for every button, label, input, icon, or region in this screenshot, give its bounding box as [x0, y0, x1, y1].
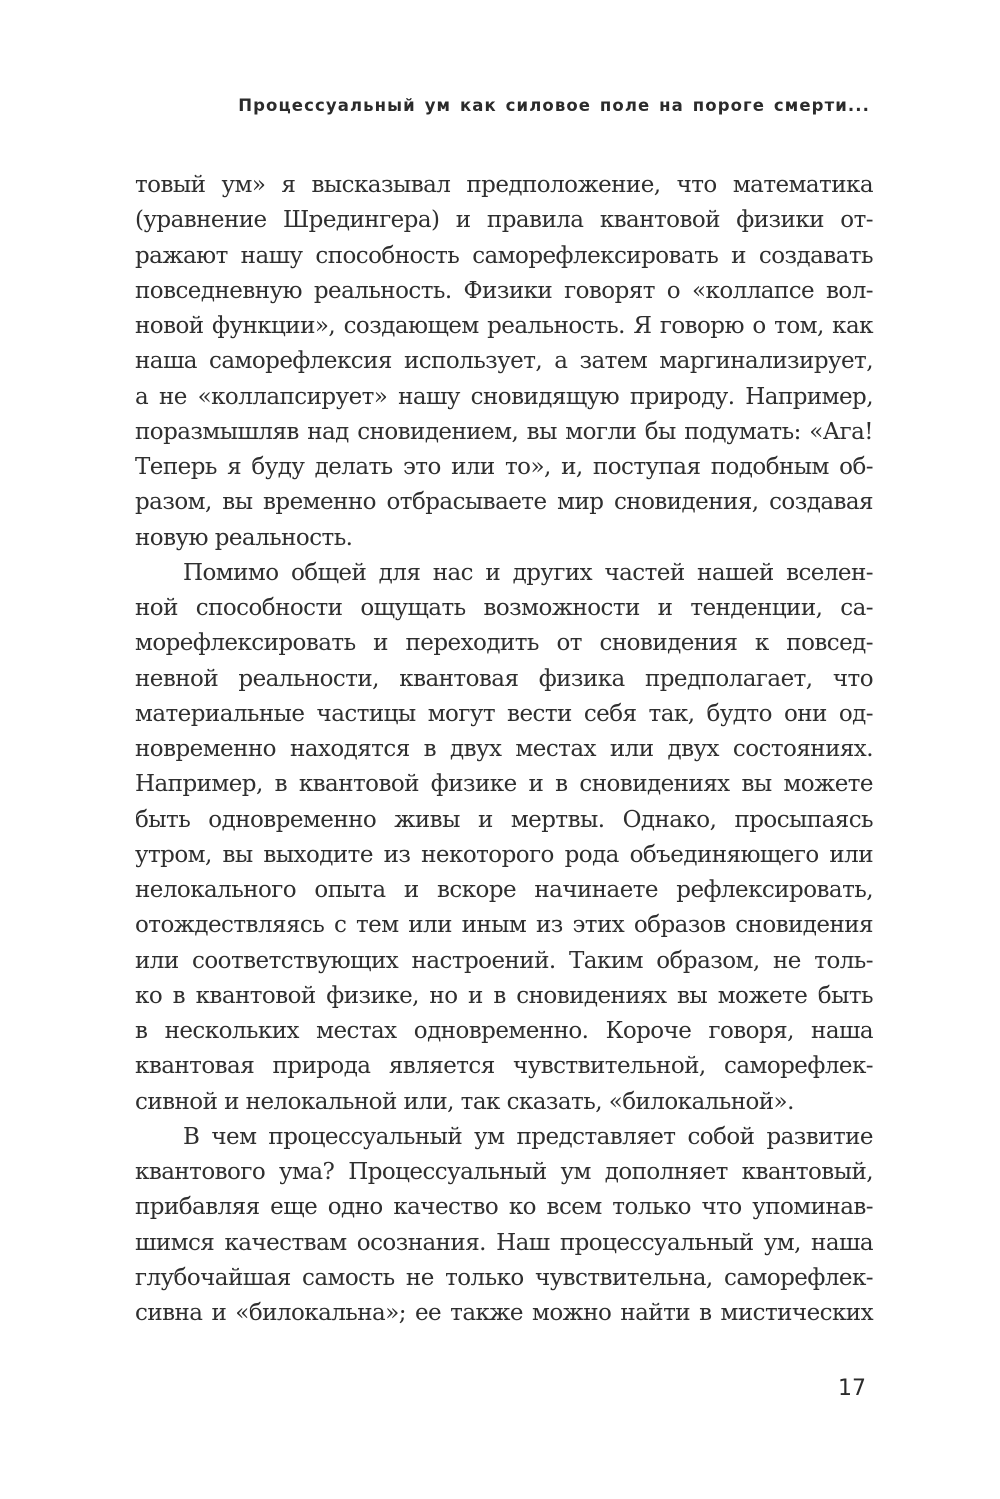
text-line: новременно находятся в двух местах или двух состояниях. [135, 736, 873, 762]
text-line: Теперь я буду делать это или то», и, поступая подобным об- [135, 454, 873, 480]
text-line: сивной и нелокальной или, так сказать, «билокальной». [135, 1088, 794, 1115]
text-line: быть одновременно живы и мертвы. Однако, просыпаясь [135, 806, 873, 833]
text-line: морефлексировать и переходить от сновидения к повсед- [135, 630, 873, 657]
text-line: наша саморефлексия использует, а затем маргинализирует, [135, 348, 873, 375]
text-line: поразмышляв над сновидением, вы могли бы подумать: «Ага! [135, 418, 873, 445]
paragraph [135, 1120, 873, 1332]
text-line: товый ум» я высказывал предположение, что математика [135, 172, 873, 198]
text-line: в нескольких местах одновременно. Короче говоря, наша [135, 1018, 873, 1044]
text-line: нелокального опыта и вскоре начинаете рефлексировать, [135, 877, 873, 903]
text-line: новую реальность. [135, 524, 353, 551]
paragraph [135, 556, 873, 1120]
text-line: Помимо общей для нас и других частей нашей вселен- [183, 559, 873, 586]
text-line: новой функции», создающем реальность. Я говорю о том, как [135, 313, 873, 339]
text-line: (уравнение Шредингера) и правила квантовой физики от- [135, 207, 873, 234]
text-line: прибавляя еще одно качество ко всем только что упоминав- [135, 1194, 873, 1221]
paragraph [135, 168, 873, 556]
page-number: 17 [838, 1376, 866, 1401]
text-line: квантовая природа является чувствительной, саморефлек- [135, 1053, 873, 1080]
text-line: ко в квантовой физике, но и в сновидениях вы можете быть [135, 982, 873, 1009]
text-line: утром, вы выходите из некоторого рода объединяющего или [135, 841, 873, 868]
text-line: квантового ума? Процессуальный ум дополняет квантовый, [135, 1159, 873, 1185]
text-line: а не «коллапсирует» нашу сновидящую природу. Например, [135, 383, 873, 410]
body-text [135, 168, 873, 1331]
text-line: В чем процессуальный ум представляет собой развитие [183, 1123, 873, 1150]
text-line: Например, в квантовой физике и в сновидениях вы можете [135, 771, 873, 798]
text-line: ражают нашу способность саморефлексировать и создавать [135, 242, 873, 269]
text-line: разом, вы временно отбрасываете мир сновидения, создавая [135, 489, 873, 516]
running-head: Процессуальный ум как силовое поле на пороге смерти... [238, 96, 870, 115]
text-line: сивна и «билокальна»; ее также можно найти в мистических [135, 1300, 873, 1326]
text-line: ной способности ощущать возможности и тенденции, са- [135, 595, 873, 621]
text-line: глубочайшая самость не только чувствительна, саморефлек- [135, 1264, 873, 1291]
text-line: шимся качествам осознания. Наш процессуальный ум, наша [135, 1229, 873, 1256]
text-line: повседневную реальность. Физики говорят о «коллапсе вол- [135, 277, 873, 304]
text-line: материальные частицы могут вести себя так, будто они од- [135, 700, 873, 727]
text-line: невной реальности, квантовая физика предполагает, что [135, 665, 873, 692]
text-line: или соответствующих настроений. Таким образом, не толь- [135, 947, 873, 974]
text-line: отождествляясь с тем или иным из этих образов сновидения [135, 912, 873, 939]
